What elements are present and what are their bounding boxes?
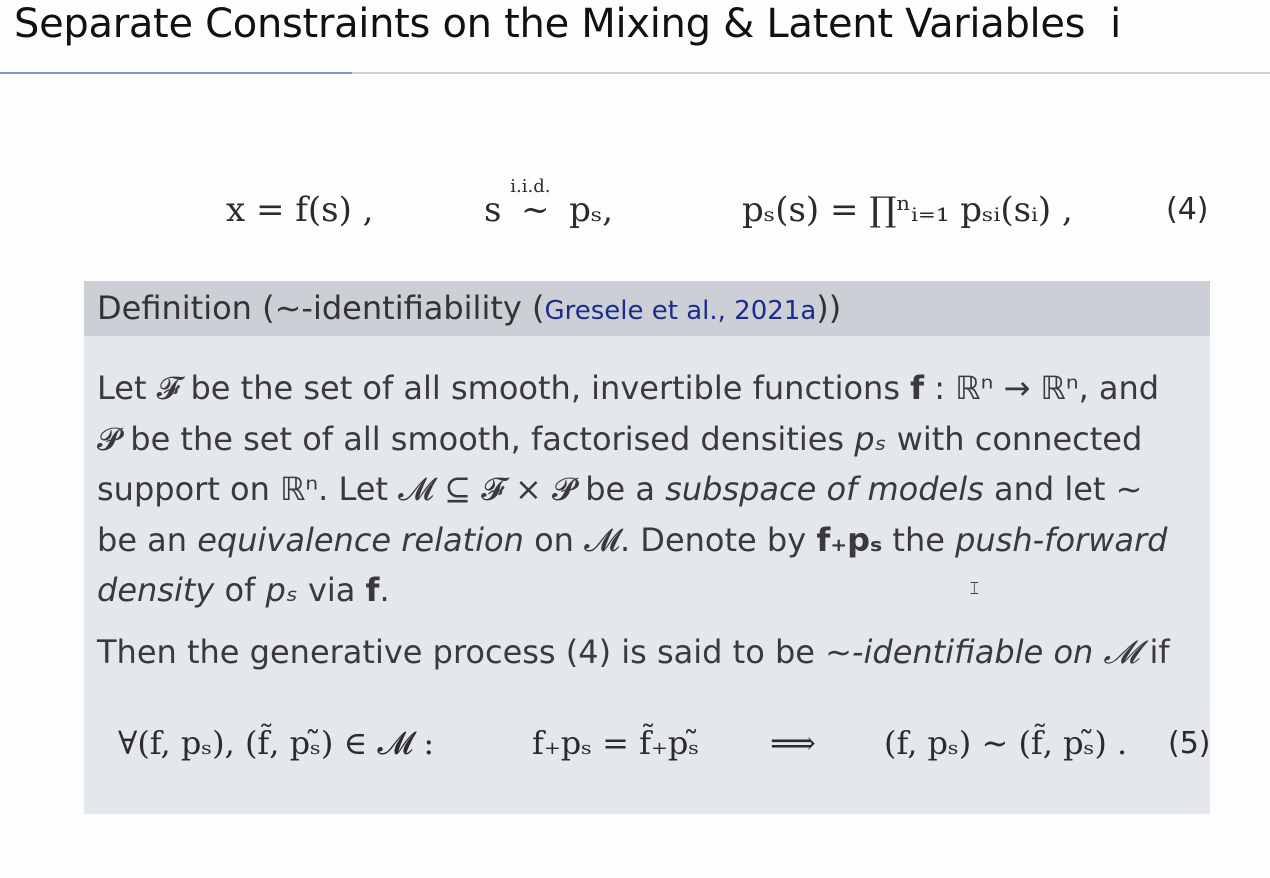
eq5-equivalence: (f, pₛ) ∼ (f̃, pₛ̃) . — [884, 724, 1128, 762]
definition-conclusion: Then the generative process (4) is said to be ∼-identifiable on 𝓜 if — [97, 633, 1170, 671]
info-marker: i — [1110, 1, 1121, 47]
definition-line-3: support on ℝⁿ. Let 𝓜 ⊆ 𝓕 × 𝓟 be a subspace of models and let ∼ — [97, 470, 1143, 508]
eq4-iid: s i.i.d. ~ pₛ, — [484, 176, 614, 230]
equation-5 — [84, 724, 1210, 774]
eq4-mixing: x = f(s) , — [226, 190, 374, 230]
definition-line-4: be an equivalence relation on 𝓜. Denote by f₊pₛ the push-forward — [97, 520, 1168, 559]
progress-bar — [0, 72, 352, 74]
eq4-number: (4) — [1166, 192, 1209, 227]
eq5-pushforward: f₊pₛ = f̃₊pₛ̃ — [532, 724, 700, 762]
definition-body — [97, 363, 1202, 616]
eq5-number: (5) — [1168, 726, 1211, 761]
eq4-factorised: pₛ(s) = ∏ⁿᵢ₌₁ pₛᵢ(sᵢ) , — [742, 190, 1073, 230]
definition-line-1: Let 𝓕 be the set of all smooth, invertible functions f : ℝⁿ → ℝⁿ, and — [97, 369, 1160, 407]
definition-line-2: 𝓟 be the set of all smooth, factorised densities pₛ with connected — [97, 419, 1143, 458]
citation-link[interactable]: Gresele et al., 2021a — [544, 296, 817, 326]
eq5-quantifier: ∀(f, pₛ), (f̃, pₛ̃) ∈ 𝓜 : — [118, 724, 435, 762]
definition-line-5: density of pₛ via f. — [97, 571, 390, 609]
equation-4 — [0, 176, 1270, 240]
text-cursor-icon: 𝙸 — [968, 578, 981, 599]
definition-box — [84, 281, 1210, 814]
definition-header — [84, 281, 1210, 336]
slide-title-text: Separate Constraints on the Mixing & Latent Variables — [14, 1, 1086, 47]
eq5-implies-arrow: ⟹ — [770, 724, 816, 762]
slide-title — [14, 0, 1121, 48]
iid-label: i.i.d. — [510, 176, 551, 197]
definition-title: Definition (∼-identifiability (Gresele et al., 2021a)) — [97, 289, 842, 327]
